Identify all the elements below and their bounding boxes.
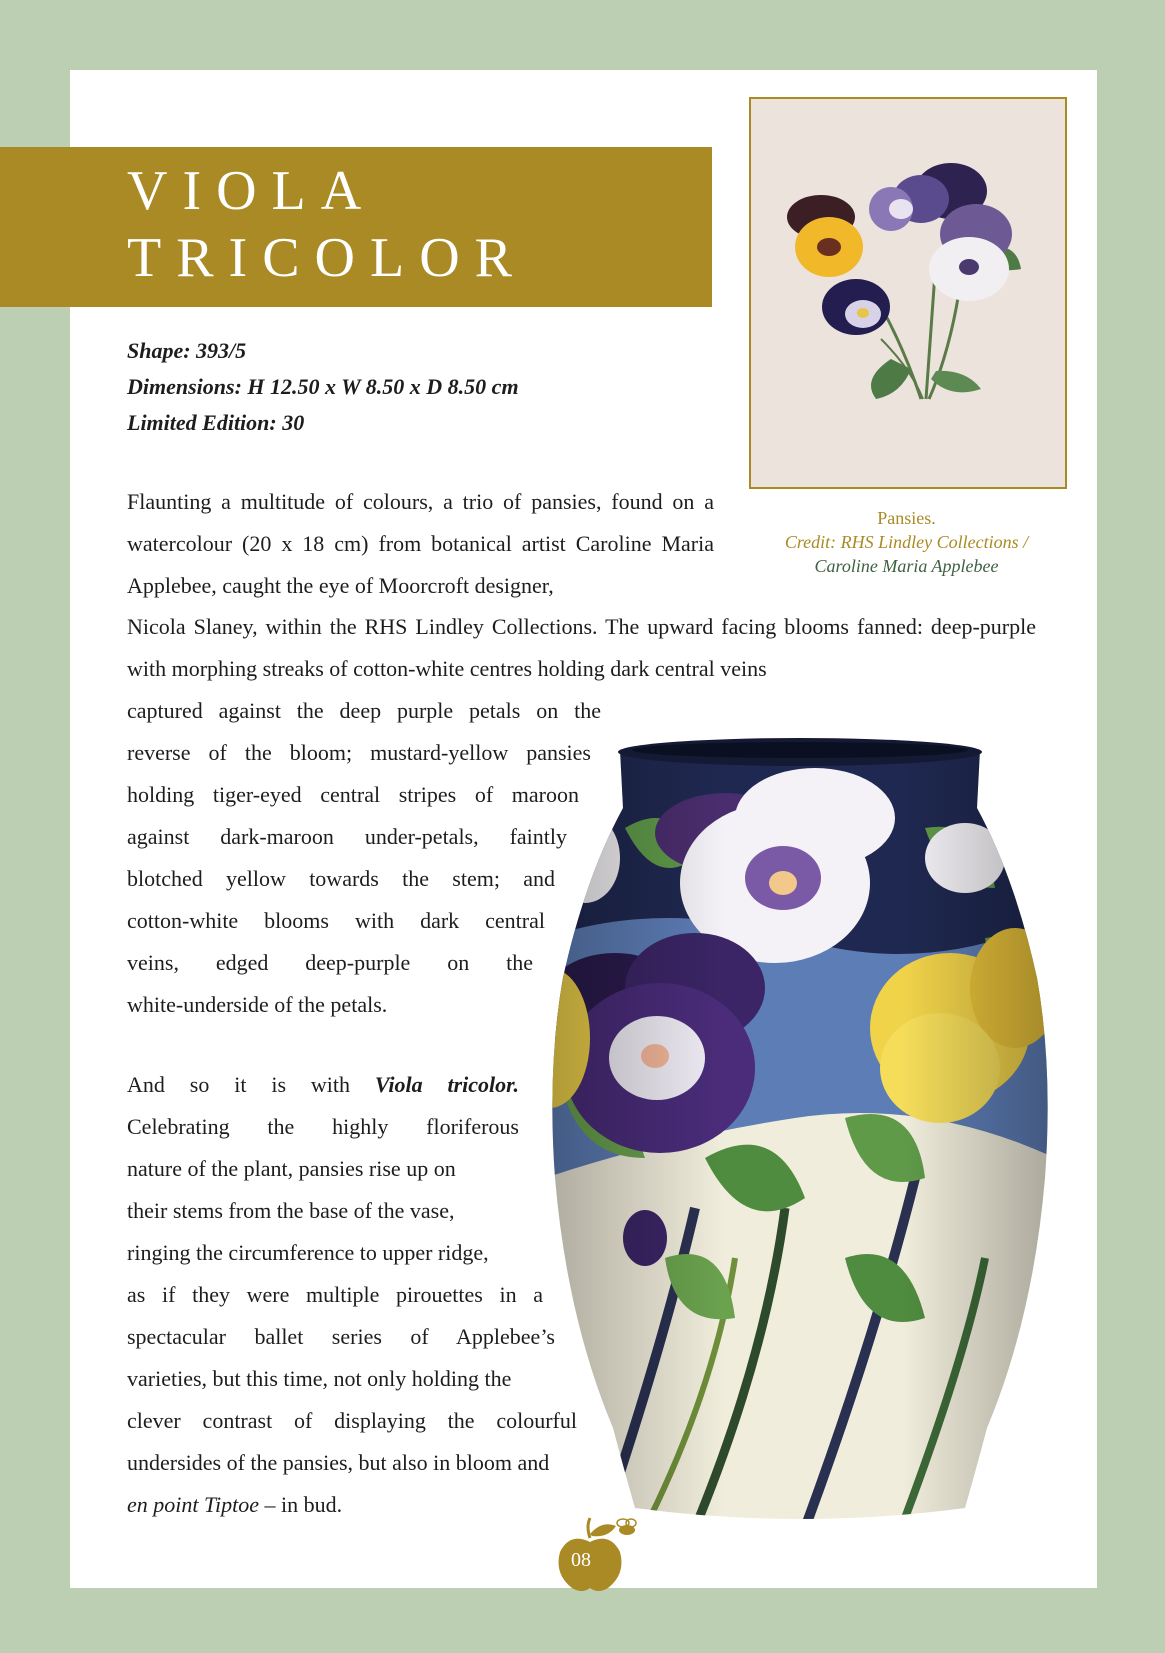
text-line: spectacular ballet series of Applebee’s bbox=[127, 1324, 555, 1349]
text-line: holding tiger-eyed central stripes of maroon bbox=[127, 782, 579, 807]
paragraph-2 bbox=[127, 1064, 593, 1526]
text-line: Celebrating the highly floriferous bbox=[127, 1114, 519, 1139]
title-line-2: TRICOLOR bbox=[127, 227, 527, 289]
paragraph-1-wrap bbox=[127, 690, 601, 1026]
text-line: nature of the plant, pansies rise up on bbox=[127, 1156, 456, 1181]
text-line: reverse of the bloom; mustard-yellow pansies bbox=[127, 740, 591, 765]
text-line: undersides of the pansies, but also in bloom and bbox=[127, 1450, 550, 1475]
title-line-1: VIOLA bbox=[127, 160, 377, 222]
text-line: against dark-maroon under-petals, faintly bbox=[127, 824, 567, 849]
paragraph-2-end: – in bud. bbox=[259, 1492, 343, 1517]
text-line: ringing the circumference to upper ridge, bbox=[127, 1240, 489, 1265]
bee-icon bbox=[614, 1517, 640, 1537]
caption-credit: Credit: RHS Lindley Collections / bbox=[784, 532, 1029, 552]
product-specs bbox=[127, 333, 519, 441]
page-title bbox=[127, 158, 527, 292]
spec-shape: Shape: 393/5 bbox=[127, 338, 247, 363]
caption-artist: Caroline Maria Applebee bbox=[814, 556, 999, 576]
text-line: veins, edged deep-purple on the bbox=[127, 950, 533, 975]
spec-edition: Limited Edition: 30 bbox=[127, 410, 305, 435]
painting-caption bbox=[745, 506, 1068, 578]
text-line: captured against the deep purple petals on the bbox=[127, 698, 601, 723]
text-line: as if they were multiple pirouettes in a bbox=[127, 1282, 543, 1307]
spec-dimensions: Dimensions: H 12.50 x W 8.50 x D 8.50 cm bbox=[127, 374, 519, 399]
text-line: blotched yellow towards the stem; and bbox=[127, 866, 555, 891]
pansies-illustration bbox=[751, 99, 1065, 487]
text-line: cotton-white blooms with dark central bbox=[127, 908, 545, 933]
text-line: varieties, but this time, not only holding the bbox=[127, 1366, 512, 1391]
paragraph-1-intro: Flaunting a multitude of colours, a trio of pansies, found on a watercolour (20 x 18 cm) from botanical artist Caroline Maria Applebee, caught the eye of Moorcroft designer, bbox=[127, 489, 714, 598]
pansy-vase bbox=[545, 738, 1055, 1528]
text-line bbox=[127, 1484, 593, 1526]
text-line: clever contrast of displaying the colourful bbox=[127, 1408, 577, 1433]
page-number: 08 bbox=[571, 1549, 591, 1571]
text-line: white-underside of the petals. bbox=[127, 992, 388, 1017]
pansies-painting bbox=[749, 97, 1067, 489]
vase-illustration bbox=[545, 738, 1055, 1528]
species-name: Viola tricolor. bbox=[374, 1072, 519, 1097]
caption-title: Pansies. bbox=[877, 508, 936, 528]
paragraph-2-lead: And so it is with bbox=[127, 1072, 351, 1097]
text-line bbox=[127, 1064, 519, 1106]
en-point-tiptoe: en point Tiptoe bbox=[127, 1492, 259, 1517]
text-line: their stems from the base of the vase, bbox=[127, 1198, 455, 1223]
paragraph-1-wide: Nicola Slaney, within the RHS Lindley Collections. The upward facing blooms fanned: deep-purple with morphing streaks of cotton-white centres holding dark central veins bbox=[127, 614, 1036, 681]
